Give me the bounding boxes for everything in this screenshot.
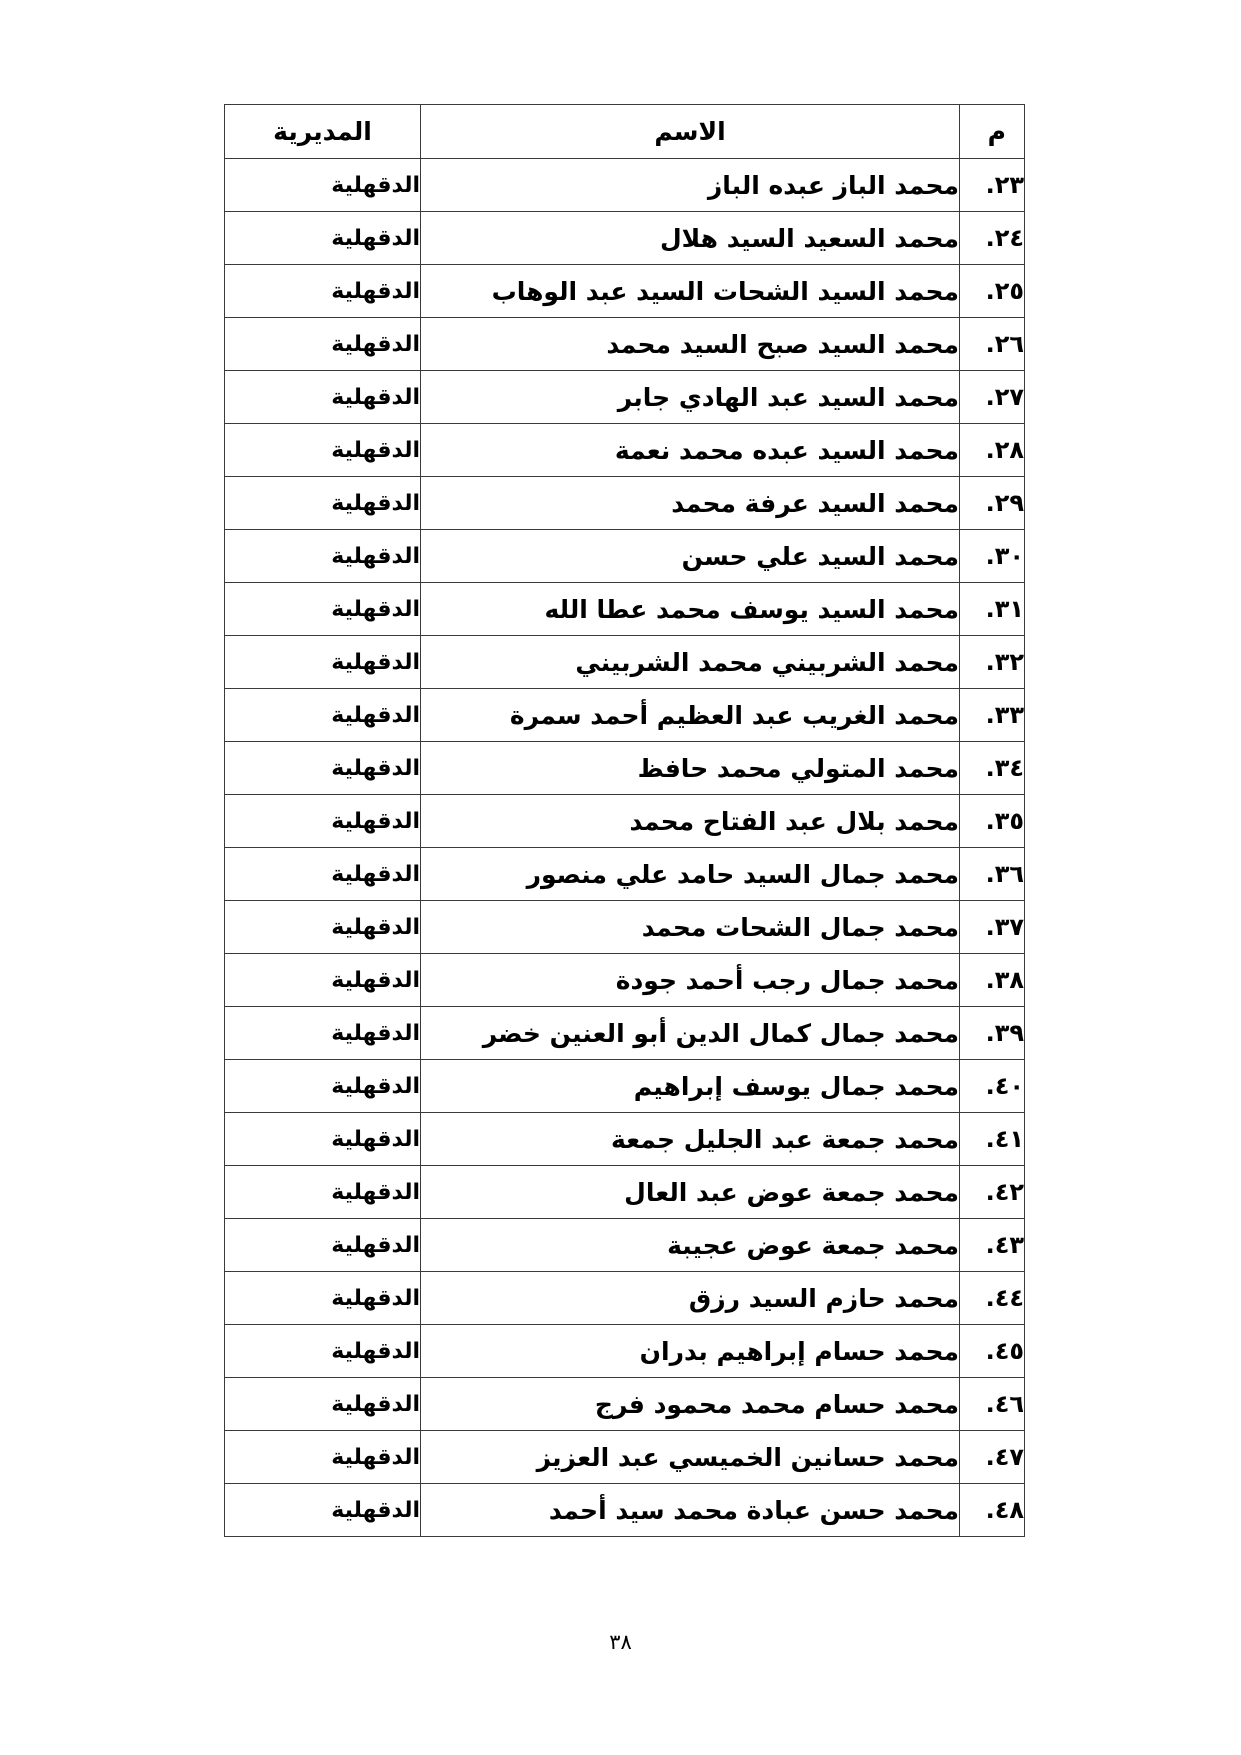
row-name: محمد السيد صبح السيد محمد (421, 318, 960, 371)
row-name: محمد بلال عبد الفتاح محمد (421, 795, 960, 848)
row-number: ٢٧. (960, 371, 1025, 424)
row-name: محمد حسن عبادة محمد سيد أحمد (421, 1484, 960, 1537)
roster-table (224, 104, 1025, 1537)
row-governorate: الدقهلية (225, 1325, 421, 1378)
table-header (225, 105, 1025, 159)
row-number: ٣٠. (960, 530, 1025, 583)
row-governorate: الدقهلية (225, 1113, 421, 1166)
row-name: محمد جمعة عبد الجليل جمعة (421, 1113, 960, 1166)
table-row (225, 1060, 1025, 1113)
row-governorate: الدقهلية (225, 530, 421, 583)
row-number: ٣١. (960, 583, 1025, 636)
table-row (225, 1325, 1025, 1378)
row-number: ٣٦. (960, 848, 1025, 901)
table-row (225, 1484, 1025, 1537)
row-name: محمد جمعة عوض عجيبة (421, 1219, 960, 1272)
row-governorate: الدقهلية (225, 424, 421, 477)
row-name: محمد الشربيني محمد الشربيني (421, 636, 960, 689)
row-name: محمد جمال الشحات محمد (421, 901, 960, 954)
row-number: ٣٥. (960, 795, 1025, 848)
table-row (225, 742, 1025, 795)
row-governorate: الدقهلية (225, 371, 421, 424)
table-row (225, 636, 1025, 689)
row-governorate: الدقهلية (225, 1007, 421, 1060)
row-governorate: الدقهلية (225, 901, 421, 954)
table-row (225, 689, 1025, 742)
row-governorate: الدقهلية (225, 1484, 421, 1537)
row-number: ٣٣. (960, 689, 1025, 742)
row-name: محمد السيد عبده محمد نعمة (421, 424, 960, 477)
table-row (225, 1007, 1025, 1060)
row-governorate: الدقهلية (225, 742, 421, 795)
row-name: محمد جمال رجب أحمد جودة (421, 954, 960, 1007)
row-name: محمد جمال يوسف إبراهيم (421, 1060, 960, 1113)
row-number: ٣٤. (960, 742, 1025, 795)
row-name: محمد حازم السيد رزق (421, 1272, 960, 1325)
table-row (225, 477, 1025, 530)
header-row (225, 105, 1025, 159)
table-row (225, 318, 1025, 371)
row-number: ٤١. (960, 1113, 1025, 1166)
table-row (225, 371, 1025, 424)
row-governorate: الدقهلية (225, 583, 421, 636)
table-row (225, 159, 1025, 212)
table-row (225, 1219, 1025, 1272)
row-name: محمد السيد يوسف محمد عطا الله (421, 583, 960, 636)
row-number: ٤٠. (960, 1060, 1025, 1113)
row-number: ٢٥. (960, 265, 1025, 318)
row-name: محمد الباز عبده الباز (421, 159, 960, 212)
row-governorate: الدقهلية (225, 1166, 421, 1219)
table-row (225, 212, 1025, 265)
row-governorate: الدقهلية (225, 1060, 421, 1113)
row-name: محمد الغريب عبد العظيم أحمد سمرة (421, 689, 960, 742)
row-number: ٤٢. (960, 1166, 1025, 1219)
row-name: محمد السعيد السيد هلال (421, 212, 960, 265)
row-number: ٤٨. (960, 1484, 1025, 1537)
row-number: ٢٣. (960, 159, 1025, 212)
row-number: ٤٦. (960, 1378, 1025, 1431)
row-name: محمد السيد عبد الهادي جابر (421, 371, 960, 424)
row-number: ٢٨. (960, 424, 1025, 477)
row-governorate: الدقهلية (225, 1431, 421, 1484)
row-number: ٤٧. (960, 1431, 1025, 1484)
table-body (225, 159, 1025, 1537)
row-governorate: الدقهلية (225, 477, 421, 530)
row-number: ٣٧. (960, 901, 1025, 954)
table-row (225, 1378, 1025, 1431)
row-governorate: الدقهلية (225, 1219, 421, 1272)
table-row (225, 795, 1025, 848)
header-governorate: المديرية (225, 105, 421, 159)
row-governorate: الدقهلية (225, 265, 421, 318)
row-governorate: الدقهلية (225, 318, 421, 371)
row-governorate: الدقهلية (225, 1378, 421, 1431)
row-name: محمد السيد عرفة محمد (421, 477, 960, 530)
table-row (225, 1431, 1025, 1484)
page-number: ٣٨ (609, 1630, 632, 1654)
header-name: الاسم (421, 105, 960, 159)
row-number: ٣٩. (960, 1007, 1025, 1060)
row-name: محمد جمال السيد حامد علي منصور (421, 848, 960, 901)
row-number: ٤٥. (960, 1325, 1025, 1378)
row-governorate: الدقهلية (225, 1272, 421, 1325)
row-name: محمد السيد الشحات السيد عبد الوهاب (421, 265, 960, 318)
table-row (225, 1166, 1025, 1219)
table-row (225, 1113, 1025, 1166)
row-governorate: الدقهلية (225, 636, 421, 689)
row-number: ٤٣. (960, 1219, 1025, 1272)
table-row (225, 583, 1025, 636)
row-number: ٤٤. (960, 1272, 1025, 1325)
table-row (225, 901, 1025, 954)
table-row (225, 1272, 1025, 1325)
row-governorate: الدقهلية (225, 159, 421, 212)
row-number: ٢٦. (960, 318, 1025, 371)
row-governorate: الدقهلية (225, 212, 421, 265)
row-name: محمد حسانين الخميسي عبد العزيز (421, 1431, 960, 1484)
row-number: ٣٨. (960, 954, 1025, 1007)
row-governorate: الدقهلية (225, 795, 421, 848)
row-name: محمد جمعة عوض عبد العال (421, 1166, 960, 1219)
row-governorate: الدقهلية (225, 848, 421, 901)
table-row (225, 424, 1025, 477)
row-governorate: الدقهلية (225, 954, 421, 1007)
row-name: محمد المتولي محمد حافظ (421, 742, 960, 795)
row-name: محمد حسام إبراهيم بدران (421, 1325, 960, 1378)
row-name: محمد حسام محمد محمود فرج (421, 1378, 960, 1431)
row-number: ٢٤. (960, 212, 1025, 265)
table-row (225, 530, 1025, 583)
row-number: ٣٢. (960, 636, 1025, 689)
row-number: ٢٩. (960, 477, 1025, 530)
row-name: محمد السيد علي حسن (421, 530, 960, 583)
table-row (225, 848, 1025, 901)
table-row (225, 265, 1025, 318)
header-number: م (960, 105, 1025, 159)
row-name: محمد جمال كمال الدين أبو العنين خضر (421, 1007, 960, 1060)
row-governorate: الدقهلية (225, 689, 421, 742)
table-row (225, 954, 1025, 1007)
